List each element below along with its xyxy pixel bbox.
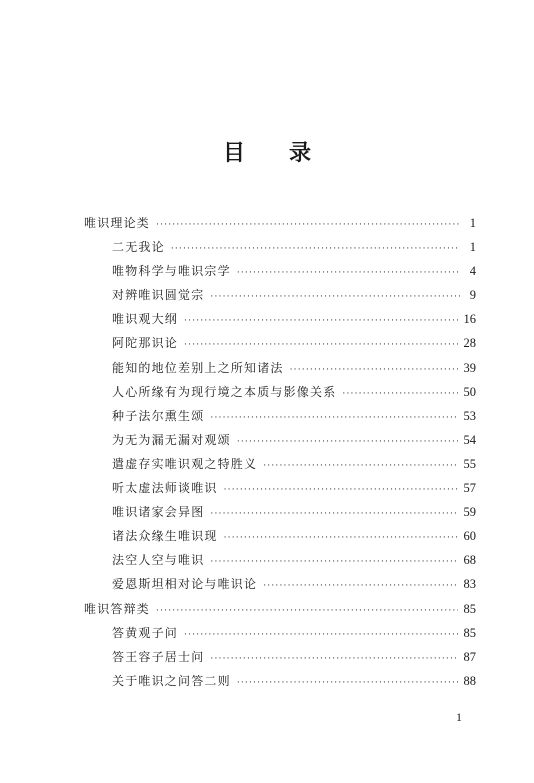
toc-leader-dots xyxy=(210,647,457,671)
toc-entry-page: 16 xyxy=(463,312,476,327)
toc-entry xyxy=(84,669,476,693)
toc-entry-page: 28 xyxy=(463,336,476,351)
toc-leader-dots xyxy=(184,309,457,333)
toc-entry-page: 9 xyxy=(469,288,476,303)
toc-entry-page: 39 xyxy=(463,360,476,375)
toc-leader-dots xyxy=(224,526,458,550)
toc-leader-dots xyxy=(237,261,460,285)
toc-entry-page: 1 xyxy=(469,216,476,230)
toc-leader-dots xyxy=(263,574,457,598)
page-number: 1 xyxy=(456,710,462,724)
toc-entry xyxy=(84,235,476,259)
toc-entry-page: 87 xyxy=(463,649,476,664)
toc-entry-title: 人心所缘有为现行境之本质与影像关系 xyxy=(112,384,337,399)
toc-entry-title: 能知的地位差别上之所知诸法 xyxy=(112,360,284,375)
toc-entry xyxy=(84,476,476,500)
toc-leader-dots xyxy=(210,502,457,526)
toc-entry-page: 57 xyxy=(463,481,476,496)
toc-leader-dots xyxy=(184,623,457,647)
toc-entry xyxy=(84,572,476,596)
page-title: 目录 xyxy=(222,140,355,166)
toc-entry-page: 55 xyxy=(463,456,476,471)
toc-entry xyxy=(84,645,476,669)
toc-entry xyxy=(84,307,476,331)
toc-entry-title: 唯识诸家会异图 xyxy=(112,505,205,520)
toc-entry xyxy=(84,404,476,428)
toc-entry-page: 88 xyxy=(463,673,476,688)
toc-leader-dots xyxy=(237,430,458,454)
toc-entry-title: 答黄观子问 xyxy=(112,625,179,640)
toc-entry-title: 关于唯识之问答二则 xyxy=(112,673,231,688)
toc-entry-title: 为无为漏无漏对观颂 xyxy=(112,432,231,447)
table-of-contents xyxy=(84,211,476,693)
toc-entry-title: 种子法尔熏生颂 xyxy=(112,408,205,423)
toc-entry-title: 唯识理论类 xyxy=(84,216,151,230)
toc-entry-page: 53 xyxy=(463,408,476,423)
toc-entry xyxy=(84,283,476,307)
toc-leader-dots xyxy=(156,213,460,237)
toc-entry-title: 听太虚法师谈唯识 xyxy=(112,481,218,496)
toc-entry-page: 1 xyxy=(469,240,476,255)
toc-entry xyxy=(84,259,476,283)
toc-entry-title: 唯识观大纲 xyxy=(112,312,179,327)
toc-leader-dots xyxy=(210,406,457,430)
toc-entry-page: 60 xyxy=(463,529,476,544)
toc-entry-title: 法空人空与唯识 xyxy=(112,553,205,568)
toc-entry-page: 54 xyxy=(463,432,476,447)
toc-entry xyxy=(84,621,476,645)
toc-entry-page: 68 xyxy=(463,553,476,568)
toc-entry xyxy=(84,500,476,524)
toc-entry-page: 4 xyxy=(469,264,476,279)
toc-entry xyxy=(84,524,476,548)
toc-entry-title: 二无我论 xyxy=(112,240,165,255)
toc-entry-title: 遣虚存实唯识观之特胜义 xyxy=(112,456,258,471)
toc-entry-title: 唯物科学与唯识宗学 xyxy=(112,264,231,279)
toc-entry xyxy=(84,428,476,452)
toc-leader-dots xyxy=(237,671,458,695)
toc-entry-title: 阿陀那识论 xyxy=(112,336,179,351)
toc-section-entry xyxy=(84,597,476,621)
toc-entry-page: 59 xyxy=(463,505,476,520)
toc-leader-dots xyxy=(224,478,458,502)
toc-leader-dots xyxy=(342,382,457,406)
toc-entry-page: 83 xyxy=(463,577,476,592)
toc-leader-dots xyxy=(184,333,457,357)
toc-entry xyxy=(84,548,476,572)
toc-entry-page: 85 xyxy=(463,601,476,616)
toc-section-entry xyxy=(84,211,476,235)
toc-entry-title: 爱恩斯坦相对论与唯识论 xyxy=(112,577,258,592)
toc-entry xyxy=(84,356,476,380)
toc-leader-dots xyxy=(290,358,458,382)
toc-entry-title: 对辨唯识圆觉宗 xyxy=(112,288,205,303)
toc-entry xyxy=(84,452,476,476)
toc-entry xyxy=(84,331,476,355)
toc-entry xyxy=(84,380,476,404)
toc-leader-dots xyxy=(210,285,460,309)
toc-leader-dots xyxy=(171,237,460,261)
toc-entry-page: 85 xyxy=(463,625,476,640)
toc-entry-page: 50 xyxy=(463,384,476,399)
toc-leader-dots xyxy=(156,599,457,623)
toc-leader-dots xyxy=(210,550,457,574)
toc-entry-title: 答王容子居士问 xyxy=(112,649,205,664)
toc-entry-title: 诸法众缘生唯识现 xyxy=(112,529,218,544)
toc-leader-dots xyxy=(263,454,457,478)
toc-entry-title: 唯识答辩类 xyxy=(84,601,151,616)
